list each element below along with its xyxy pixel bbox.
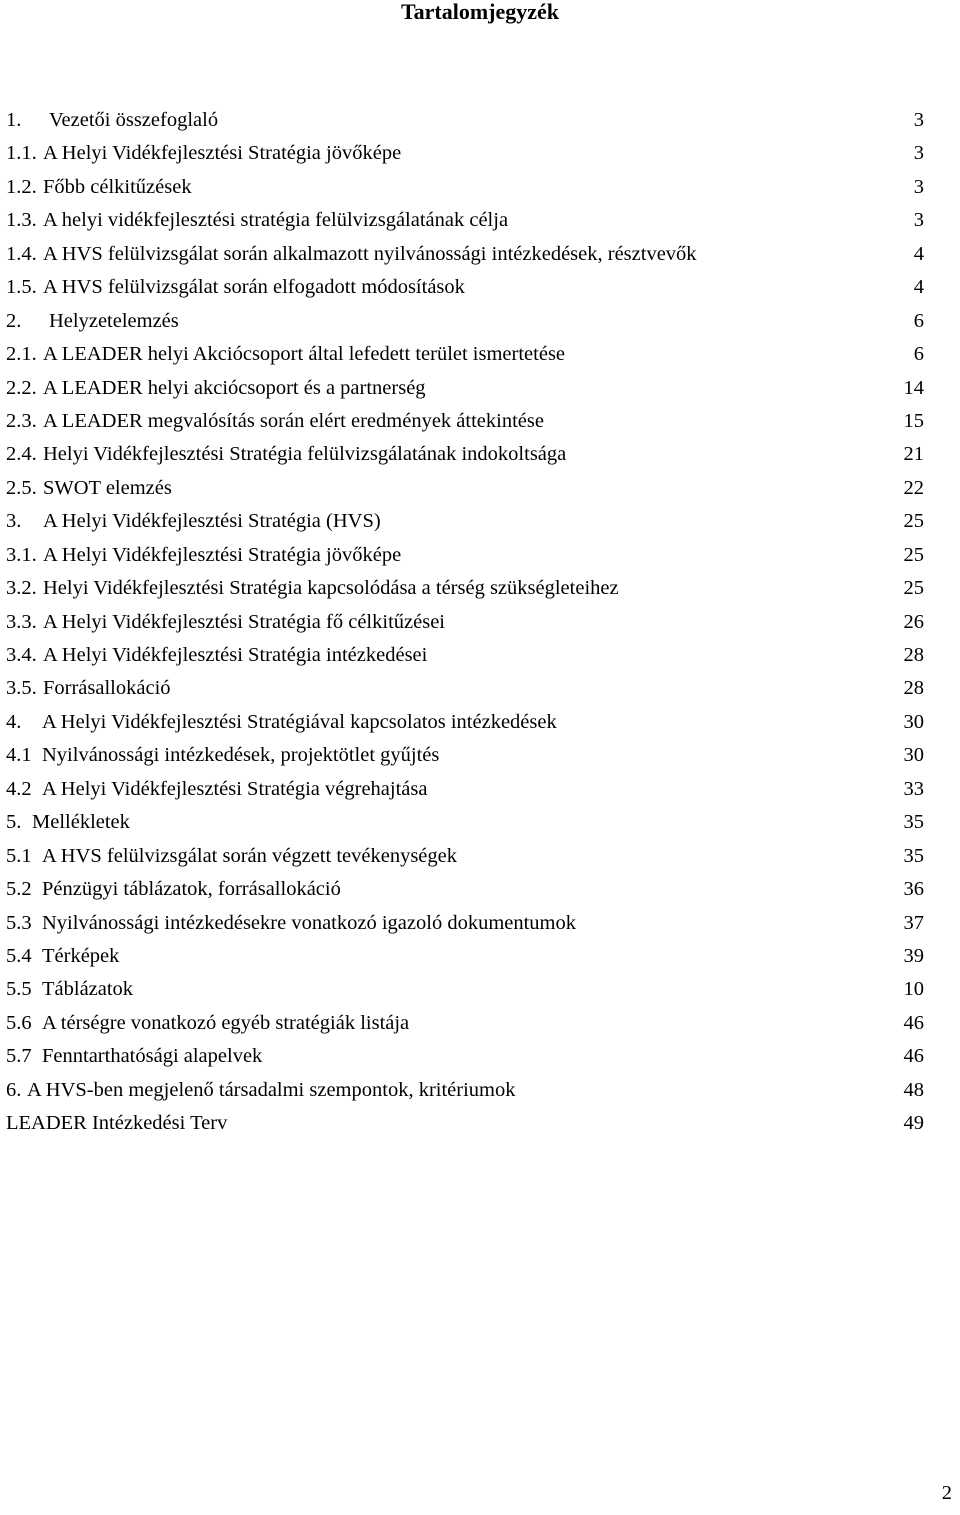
toc-entry-number: 4.1 <box>6 744 32 767</box>
toc-entry-title: Vezetői összefoglaló <box>49 109 219 131</box>
toc-entry-number: 1.2. <box>6 175 37 198</box>
toc-entry[interactable] <box>0 238 960 271</box>
toc-entry-page: 26 <box>903 610 924 633</box>
toc-entry-page: 3 <box>913 142 924 165</box>
toc-entry-number: 5. <box>6 811 22 834</box>
toc-entry-title: A térségre vonatkozó egyéb stratégiák listája <box>42 1011 410 1034</box>
toc-entry-page: 39 <box>903 944 924 967</box>
toc-entry-title: A HVS felülvizsgálat során végzett tevékenységek <box>42 844 457 867</box>
toc-entry-number: 1.3. <box>6 209 37 232</box>
toc-entry[interactable] <box>0 1074 960 1107</box>
toc-entry-title: Helyi Vidékfejlesztési Stratégia felülvizsgálatának indokoltsága <box>43 443 567 466</box>
toc-entry-title: A Helyi Vidékfejlesztési Stratégiával kapcsolatos intézkedések <box>42 710 557 733</box>
toc-entry[interactable] <box>0 305 960 338</box>
toc-entry[interactable] <box>0 606 960 639</box>
toc-entry-number: 1.4. <box>6 242 37 265</box>
toc-entry-page: 46 <box>903 1045 924 1068</box>
toc-entry-page: 35 <box>903 811 924 834</box>
toc-entry[interactable] <box>0 505 960 538</box>
toc-entry[interactable] <box>0 338 960 371</box>
toc-entry-number: 2.2. <box>6 376 37 399</box>
toc-entry-page: 30 <box>903 710 924 733</box>
toc-entry-page: 10 <box>903 978 924 1001</box>
toc-entry-title: Pénzügyi táblázatok, forrásallokáció <box>42 878 341 901</box>
toc-entry-page: 48 <box>903 1078 924 1101</box>
toc-entry-title: A helyi vidékfejlesztési stratégia felülvizsgálatának célja <box>43 209 509 232</box>
toc-entry-page: 4 <box>913 276 924 299</box>
toc-entry-page: 3 <box>913 175 924 198</box>
toc-entry-page: 22 <box>903 476 924 499</box>
toc-entry-number: 5.6 <box>6 1011 32 1034</box>
toc-entry-title: A HVS felülvizsgálat során elfogadott módosítások <box>43 276 465 299</box>
toc-entry-title: Mellékletek <box>32 811 130 834</box>
toc-entry-title: Térképek <box>42 944 120 967</box>
toc-entry-title: LEADER Intézkedési Terv <box>6 1112 228 1135</box>
toc-entry-title: Táblázatok <box>42 978 134 1001</box>
toc-entry-page: 6 <box>913 343 924 366</box>
toc-entry-page: 14 <box>903 376 924 399</box>
toc-entry-number: 5.7 <box>6 1045 32 1068</box>
toc-entry[interactable] <box>0 405 960 438</box>
toc-entry-number: 3.1. <box>6 543 37 566</box>
toc-entry[interactable] <box>0 539 960 572</box>
toc-entry[interactable] <box>0 1107 960 1140</box>
toc-entry-number: 1.5. <box>6 276 37 299</box>
toc-entry[interactable] <box>0 773 960 806</box>
toc-entry[interactable] <box>0 806 960 839</box>
toc-entry[interactable] <box>0 372 960 405</box>
toc-entry[interactable] <box>0 438 960 471</box>
toc-entry-number: 1. <box>6 109 22 131</box>
toc-entry-title: Helyi Vidékfejlesztési Stratégia kapcsolódása a térség szükségleteihez <box>43 577 619 600</box>
toc-entry-number: 3.5. <box>6 677 37 700</box>
toc-entry-number: 3.2. <box>6 577 37 600</box>
toc-entry-number: 5.5 <box>6 978 32 1001</box>
toc-entry-number: 5.3 <box>6 911 32 934</box>
toc-entry[interactable] <box>0 1040 960 1073</box>
toc-entry-page: 46 <box>903 1011 924 1034</box>
toc-entry-page: 25 <box>903 577 924 600</box>
toc-entry-title: A Helyi Vidékfejlesztési Stratégia fő célkitűzései <box>43 610 445 633</box>
toc-entry[interactable] <box>0 104 960 137</box>
toc-entry-page: 25 <box>903 510 924 533</box>
toc-entry-title: Forrásallokáció <box>43 677 171 700</box>
toc-entry[interactable] <box>0 907 960 940</box>
toc-entry-number: 1.1. <box>6 142 37 165</box>
toc-entry-title: A Helyi Vidékfejlesztési Stratégia jövőképe <box>43 543 402 566</box>
toc-entry-page: 25 <box>903 543 924 566</box>
toc-entry-number: 3.4. <box>6 644 37 666</box>
toc-entry[interactable] <box>0 472 960 505</box>
toc-entry-title: A HVS felülvizsgálat során alkalmazott nyilvánossági intézkedések, résztvevők <box>43 242 697 265</box>
toc-entry-title: A Helyi Vidékfejlesztési Stratégia (HVS) <box>43 510 381 533</box>
toc-entry-page: 28 <box>903 644 924 666</box>
toc-entry-title: Nyilvánossági intézkedésekre vonatkozó igazoló dokumentumok <box>42 911 577 934</box>
toc-entry-number: 3.3. <box>6 610 37 633</box>
toc-entry-page: 15 <box>903 409 924 432</box>
toc-entry[interactable] <box>0 973 960 1006</box>
toc-entry[interactable] <box>0 840 960 873</box>
toc-entry-number: 5.1 <box>6 844 32 867</box>
toc-entry-title: Helyzetelemzés <box>49 309 179 332</box>
toc-entry[interactable] <box>0 639 960 672</box>
toc-entry-number: 5.4 <box>6 944 32 967</box>
toc-entry-title: Fenntarthatósági alapelvek <box>42 1045 263 1068</box>
toc-entry[interactable] <box>0 137 960 170</box>
toc-entry-title: A LEADER helyi Akciócsoport által lefedett terület ismertetése <box>43 343 566 366</box>
toc-entry-title: A Helyi Vidékfejlesztési Stratégia végrehajtása <box>42 777 428 800</box>
toc-entry-page: 21 <box>903 443 924 466</box>
toc-entry-page: 28 <box>903 677 924 700</box>
toc-entry-title: Nyilvánossági intézkedések, projektötlet gyűjtés <box>42 744 440 767</box>
toc-entry-title: A LEADER helyi akciócsoport és a partnerség <box>43 376 426 399</box>
toc-entry[interactable] <box>0 204 960 237</box>
toc-entry-number: 4. <box>6 710 22 733</box>
toc-entry[interactable] <box>0 739 960 772</box>
page-number: 2 <box>941 1482 952 1504</box>
toc-entry-title: A LEADER megvalósítás során elért eredmények áttekintése <box>43 409 544 432</box>
toc-entry-page: 49 <box>903 1112 924 1135</box>
toc-entry-title: Főbb célkitűzések <box>43 175 192 198</box>
table-of-contents <box>0 104 960 1141</box>
toc-entry-number: 2. <box>6 309 22 332</box>
toc-entry[interactable] <box>0 1007 960 1040</box>
toc-entry-number: 3. <box>6 510 22 533</box>
toc-entry-number: 2.3. <box>6 409 37 432</box>
toc-entry[interactable] <box>0 271 960 304</box>
toc-entry-page: 3 <box>913 209 924 232</box>
toc-entry-number: 2.1. <box>6 343 37 366</box>
toc-entry-number: 6. <box>6 1078 22 1101</box>
toc-entry-page: 4 <box>913 242 924 265</box>
toc-entry[interactable] <box>0 873 960 906</box>
toc-entry-page: 37 <box>903 911 924 934</box>
toc-entry[interactable] <box>0 706 960 739</box>
toc-entry-page: 33 <box>903 777 924 800</box>
page-title: Tartalomjegyzék <box>400 0 560 24</box>
toc-entry[interactable] <box>0 171 960 204</box>
toc-entry-number: 2.5. <box>6 476 37 499</box>
toc-entry-page: 36 <box>903 878 924 901</box>
toc-entry-number: 5.2 <box>6 878 32 901</box>
toc-entry-page: 30 <box>903 744 924 767</box>
toc-entry[interactable] <box>0 672 960 705</box>
toc-entry[interactable] <box>0 940 960 973</box>
toc-entry-number: 2.4. <box>6 443 37 466</box>
toc-entry-number: 4.2 <box>6 777 32 800</box>
toc-entry[interactable] <box>0 572 960 605</box>
toc-entry-title: A Helyi Vidékfejlesztési Stratégia jövőképe <box>43 142 402 165</box>
toc-entry-page: 6 <box>913 309 924 332</box>
toc-entry-page: 35 <box>903 844 924 867</box>
toc-entry-title: A Helyi Vidékfejlesztési Stratégia intézkedései <box>43 644 428 666</box>
toc-entry-title: SWOT elemzés <box>43 476 172 499</box>
toc-entry-title: A HVS-ben megjelenő társadalmi szempontok, kritériumok <box>27 1078 516 1101</box>
toc-entry-page: 3 <box>913 109 924 131</box>
